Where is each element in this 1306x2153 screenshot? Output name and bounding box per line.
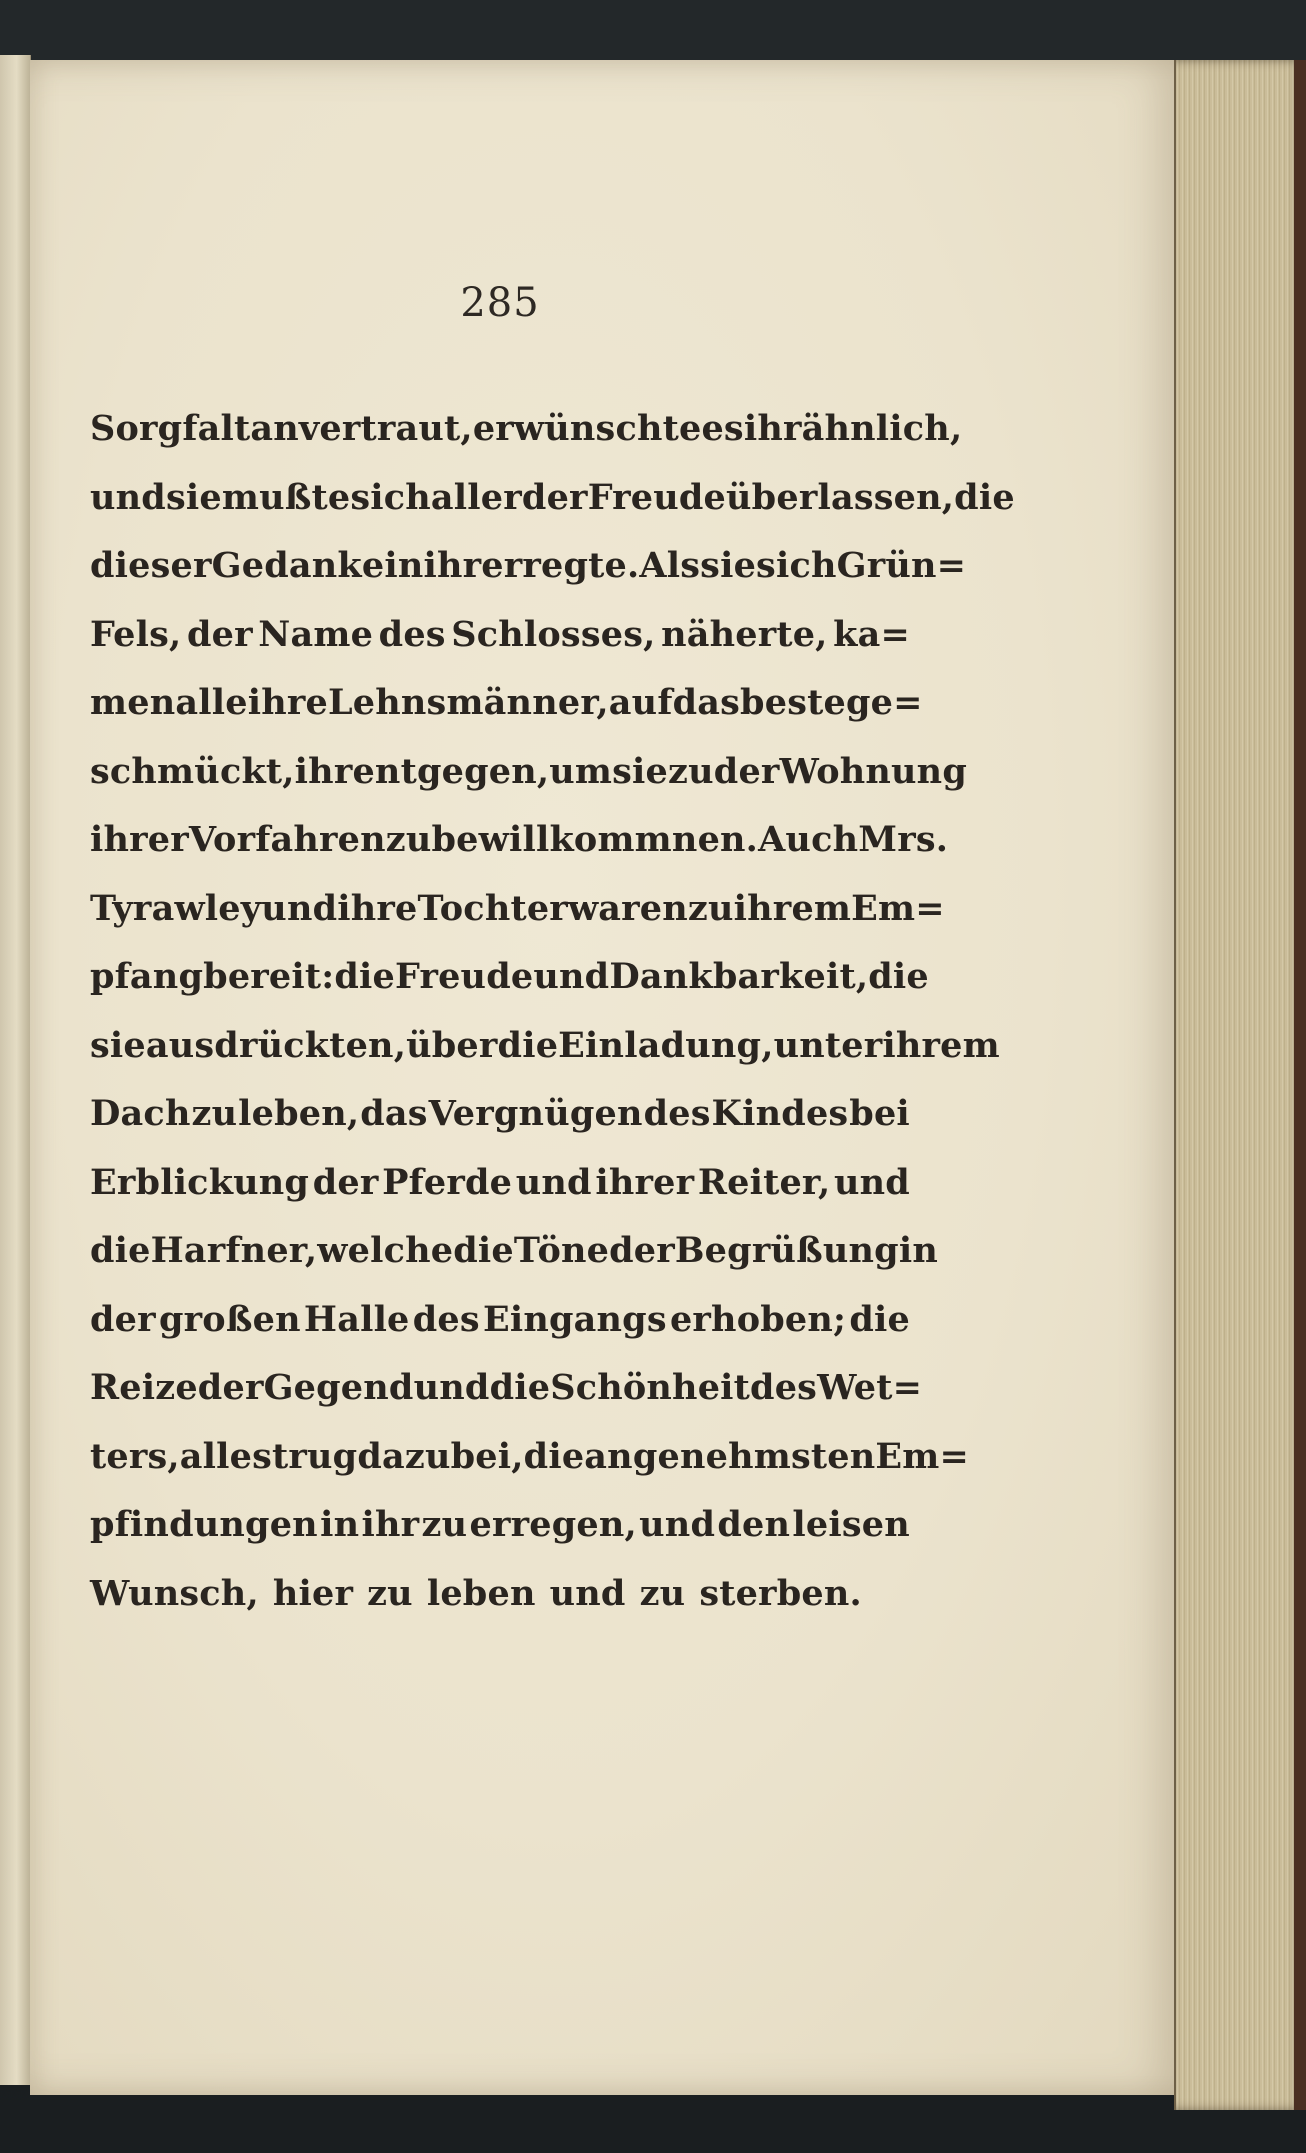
word: Als — [639, 545, 701, 586]
word: und — [261, 887, 338, 929]
word: welche — [317, 1230, 454, 1271]
word: in — [898, 1230, 939, 1271]
word: Mrs. — [858, 819, 949, 860]
word: der — [312, 1161, 379, 1203]
left-page-edge — [0, 55, 31, 2085]
word: Grün= — [836, 545, 967, 586]
word: ihrer — [90, 819, 189, 860]
word: Wunsch, — [90, 1572, 259, 1614]
word: pfang — [90, 956, 204, 997]
word: unter — [773, 1024, 883, 1066]
word: anvertraut, — [250, 408, 473, 449]
word: der — [609, 1230, 675, 1271]
word: Freude — [587, 476, 727, 518]
word: über — [406, 1024, 498, 1066]
word: hier — [272, 1572, 354, 1614]
text-line — [90, 1286, 910, 1355]
word: der — [90, 1298, 156, 1340]
word: ihr — [743, 408, 802, 449]
word: ge= — [845, 682, 923, 723]
word: Em= — [851, 887, 945, 929]
word: zu — [668, 750, 714, 792]
word: Halle — [303, 1298, 410, 1340]
word: ihrer — [595, 1161, 695, 1203]
word: ters, — [90, 1435, 180, 1477]
word: die — [497, 1024, 559, 1066]
word: Name — [258, 613, 374, 655]
word: Einladung, — [558, 1024, 774, 1066]
word: sie — [700, 545, 757, 586]
text-line — [90, 806, 949, 875]
word: alle — [175, 682, 248, 723]
word: leben, — [238, 1093, 360, 1134]
word: Kindes — [711, 1093, 849, 1134]
text-line — [90, 1217, 939, 1286]
word: beste — [740, 682, 846, 723]
word: und — [90, 476, 166, 518]
word: Gedanke — [211, 545, 385, 586]
word: ihre — [247, 682, 328, 723]
word: erregte. — [481, 545, 640, 586]
word: die — [523, 1435, 585, 1477]
word: ihr — [361, 1504, 420, 1545]
word: dieser — [90, 545, 212, 586]
word: Harfner, — [150, 1230, 318, 1271]
word: ausdrückten, — [145, 1024, 407, 1066]
word: großen — [158, 1298, 301, 1340]
word: waren — [567, 887, 688, 929]
word: erregen, — [469, 1504, 637, 1545]
text-line — [90, 1560, 910, 1629]
word: Gegend — [263, 1367, 414, 1408]
word: auf — [608, 682, 673, 723]
word: die — [90, 1230, 151, 1271]
word: zu — [385, 819, 432, 860]
word: er — [472, 408, 514, 449]
text-line — [90, 1012, 1000, 1081]
word: Reiter, — [697, 1161, 831, 1203]
word: Schönheit — [550, 1367, 751, 1408]
word: des — [378, 613, 446, 655]
word: zu — [367, 1572, 413, 1614]
text-line — [90, 1080, 910, 1149]
word: die — [334, 956, 396, 997]
word: und — [834, 1161, 910, 1203]
word: Lehnsmänner, — [327, 682, 609, 723]
word: Dankbarkeit, — [609, 956, 869, 997]
word: zu — [687, 887, 734, 929]
page-number: 285 — [460, 280, 540, 326]
text-line — [90, 669, 923, 738]
text-line — [90, 464, 1015, 533]
word: der — [713, 750, 780, 792]
word: Schlosses, — [451, 613, 656, 655]
word: Sorgfalt — [90, 408, 251, 449]
word: entgegen, — [352, 750, 550, 792]
word: bei, — [450, 1435, 524, 1477]
word: wünschte — [513, 408, 702, 449]
word: des — [412, 1298, 480, 1340]
word: dazu — [357, 1435, 451, 1477]
word: zu — [191, 1093, 238, 1134]
word: Wet= — [817, 1367, 923, 1408]
word: sich — [350, 476, 431, 518]
word: die — [489, 1367, 551, 1408]
word: um — [549, 750, 613, 792]
word: Fels, — [90, 613, 182, 655]
word: aller — [430, 476, 522, 518]
text-line — [90, 1423, 969, 1492]
word: pfindungen — [90, 1504, 318, 1545]
word: ihrem — [733, 887, 852, 929]
word: Vorfahren — [188, 819, 386, 860]
word: die — [868, 956, 929, 997]
word: der — [186, 613, 253, 655]
word: des — [643, 1093, 711, 1134]
word: überlassen, — [726, 476, 955, 518]
word: des — [750, 1367, 818, 1408]
word: Töne — [513, 1230, 610, 1271]
word: Em= — [875, 1435, 969, 1477]
word: Tyrawley — [90, 887, 262, 929]
text-line — [90, 943, 929, 1012]
word: in — [384, 545, 424, 586]
word: Erblickung — [90, 1161, 310, 1203]
word: zu — [421, 1504, 468, 1545]
word: und — [639, 1504, 716, 1545]
text-line — [90, 532, 967, 601]
word: Auch — [758, 819, 859, 860]
word: ihr — [423, 545, 482, 586]
word: bewillkommnen. — [431, 819, 759, 860]
word: bereit: — [203, 956, 335, 997]
word: sich — [756, 545, 837, 586]
word: men — [90, 682, 176, 723]
word: und — [533, 956, 610, 997]
word: sie — [165, 476, 222, 518]
word: leben — [426, 1572, 536, 1614]
word: das — [360, 1093, 428, 1134]
text-line — [90, 601, 910, 670]
text-line — [90, 1354, 923, 1423]
word: den — [717, 1504, 791, 1545]
word: näherte, — [661, 613, 828, 655]
text-line — [90, 1491, 910, 1560]
word: ähnlich, — [801, 408, 963, 449]
word: mußte — [221, 476, 351, 518]
word: ihr — [294, 750, 353, 792]
word: bei — [849, 1093, 910, 1134]
word: zu — [639, 1572, 686, 1614]
word: der — [521, 476, 588, 518]
word: sie — [90, 1024, 146, 1066]
word: Pferde — [382, 1161, 513, 1203]
word: das — [672, 682, 741, 723]
word: die — [453, 1230, 514, 1271]
word: Wohnung — [779, 750, 968, 792]
text-line — [90, 875, 945, 944]
text-line — [90, 395, 963, 464]
word: Begrüßung — [674, 1230, 899, 1271]
word: es — [701, 408, 744, 449]
word: ka= — [833, 613, 910, 655]
word: angenehmsten — [584, 1435, 876, 1477]
word: ihrem — [882, 1024, 1000, 1066]
word: trug — [272, 1435, 358, 1477]
word: die — [849, 1298, 910, 1340]
word: Vergnügen — [428, 1093, 643, 1134]
word: und — [549, 1572, 626, 1614]
word: der — [197, 1367, 264, 1408]
word: die — [954, 476, 1015, 518]
word: Reize — [90, 1367, 198, 1408]
word: in — [320, 1504, 360, 1545]
word: und — [413, 1367, 490, 1408]
word: alles — [179, 1435, 273, 1477]
text-line — [90, 738, 968, 807]
word: sterben. — [699, 1572, 862, 1614]
word: sie — [612, 750, 669, 792]
page-block-edge — [1174, 60, 1306, 2110]
word: erhoben; — [669, 1298, 847, 1340]
word: Eingangs — [482, 1298, 667, 1340]
body-text — [90, 395, 1015, 1628]
word: ihre — [337, 887, 418, 929]
word: schmückt, — [90, 750, 295, 792]
word: Freude — [395, 956, 534, 997]
word: und — [515, 1161, 592, 1203]
text-line — [90, 1149, 910, 1218]
word: Tochter — [417, 887, 568, 929]
word: leisen — [792, 1504, 910, 1545]
word: Dach — [90, 1093, 191, 1134]
